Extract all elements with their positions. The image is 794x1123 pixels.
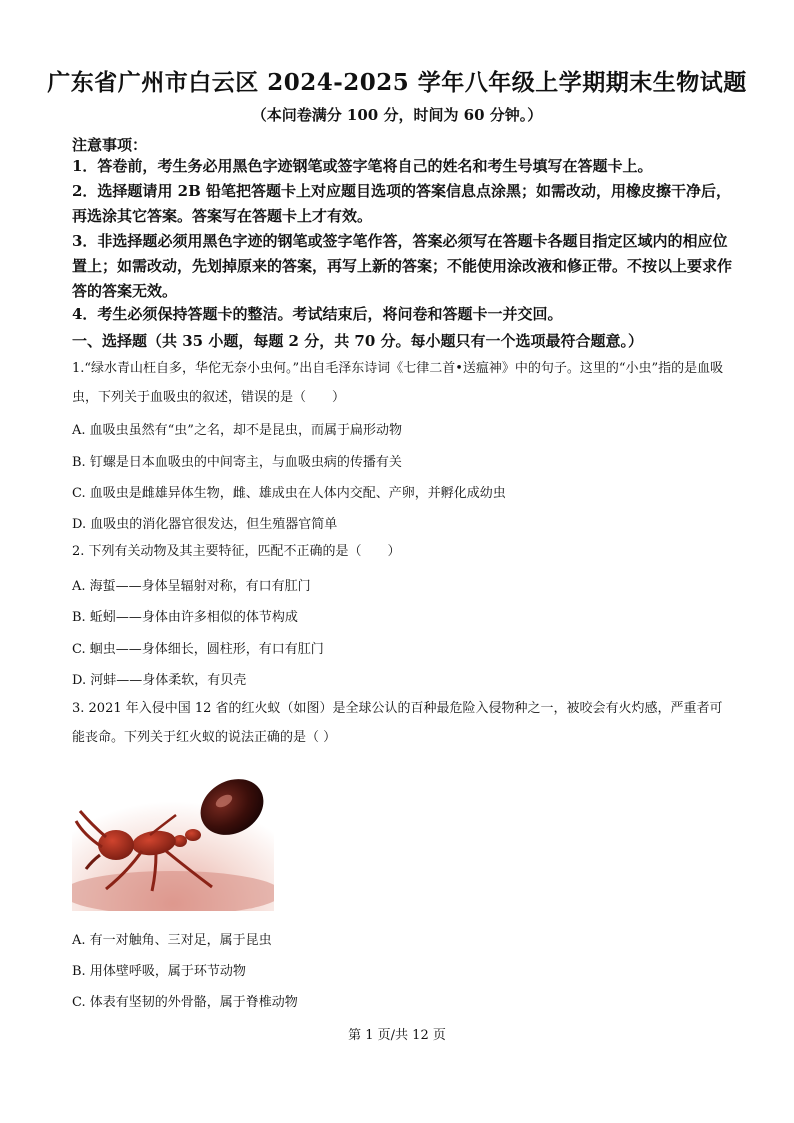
question-option: B. 用体壁呼吸，属于环节动物	[72, 964, 246, 979]
question-option: C. 血吸虫是雌雄异体生物，雌、雄成虫在人体内交配、产卵，并孵化成幼虫	[72, 486, 506, 501]
question-option: A. 海蜇——身体呈辐射对称，有口有肛门	[72, 579, 311, 594]
question-option: B. 钉螺是日本血吸虫的中间寄主，与血吸虫病的传播有关	[72, 455, 402, 470]
notice-item: 4．考生必须保持答题卡的整洁。考试结束后，将问卷和答题卡一并交回。	[72, 305, 563, 323]
notice-item: 1．答卷前，考生务必用黑色字迹钢笔或签字笔将自己的姓名和考生号填写在答题卡上。	[72, 157, 653, 175]
question-option: B. 蚯蚓——身体由许多相似的体节构成	[72, 610, 298, 625]
section-title: 一、选择题（共 35 小题，每题 2 分，共 70 分。每小题只有一个选项最符合题意。）	[72, 332, 644, 350]
notice-heading: 注意事项：	[72, 136, 148, 154]
page-subtitle: （本问卷满分 100 分，时间为 60 分钟。）	[251, 106, 543, 124]
question-option: A. 有一对触角、三对足，属于昆虫	[72, 933, 272, 948]
page-number: 第 1 页/共 12 页	[348, 1028, 446, 1043]
question-option: A. 血吸虫虽然有“虫”之名，却不是昆虫，而属于扁形动物	[72, 423, 402, 438]
page-title: 广东省广州市白云区 2024-2025 学年八年级上学期期末生物试题	[47, 69, 747, 96]
fire-ant-image	[72, 765, 274, 911]
question-option: D. 血吸虫的消化器官很发达，但生殖器官简单	[72, 517, 338, 532]
question-option: C. 蛔虫——身体细长，圆柱形，有口有肛门	[72, 642, 324, 657]
notice-item: 3．非选择题必须用黑色字迹的钢笔或签字笔作答，答案必须写在答题卡各题目指定区域内的相应位置上；如需改动，先划掉原来的答案，再写上新的答案；不能使用涂改液和修正带。不按以上要求作答的答案无效。	[72, 232, 733, 300]
notice-item: 2．选择题请用 2B 铅笔把答题卡上对应题目选项的答案信息点涂黑；如需改动，用橡皮擦干净后，再选涂其它答案。答案写在答题卡上才有效。	[72, 182, 732, 225]
question-stem: 2. 下列有关动物及其主要特征，匹配不正确的是（ ）	[72, 544, 401, 559]
question-stem: 3. 2021 年入侵中国 12 省的红火蚁（如图）是全球公认的百种最危险入侵物种之一，被咬会有火灼感，严重者可能丧命。下列关于红火蚁的说法正确的是（ ）	[72, 701, 723, 745]
question-option: D. 河蚌——身体柔软，有贝壳	[72, 673, 247, 688]
question-option: C. 体表有坚韧的外骨骼，属于脊椎动物	[72, 995, 298, 1010]
question-stem: 1.“绿水青山枉自多，华佗无奈小虫何。”出自毛泽东诗词《七律二首•送瘟神》中的句子。这里的“小虫”指的是血吸虫，下列关于血吸虫的叙述，错误的是（ ）	[72, 361, 724, 405]
